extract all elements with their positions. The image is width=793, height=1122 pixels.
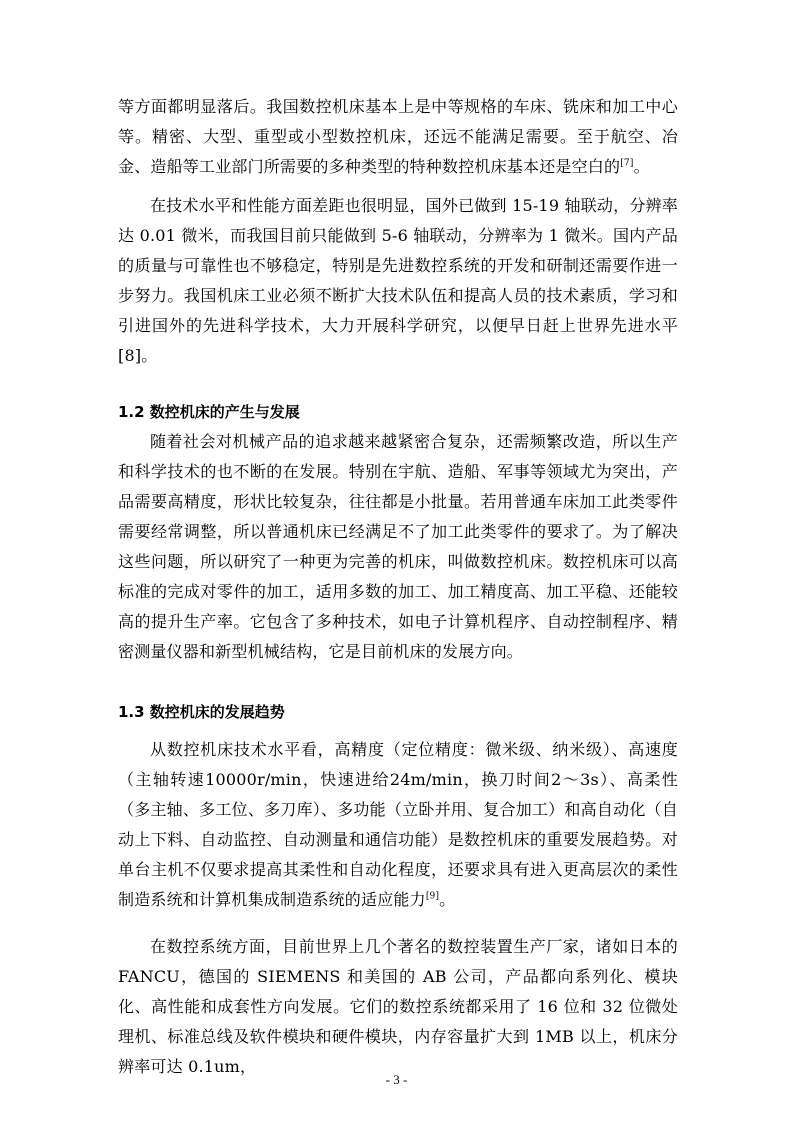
section-1-3-paragraph-1-end: 。 <box>439 890 456 909</box>
section-1-2-body: 随着社会对机械产品的追求越来越紧密合复杂，还需频繁改造，所以生产和科学技术的也不断的在发展。特别在宇航、造船、军事等领域尤为突出，产品需要高精度，形状比较复杂，往往都是小批量。若用普通车床加工此类零件需要经常调整，所以普通机床已经满足不了加工此类零件的要求了。为了解决这些问题，所以研究了一种更为完善的机床，叫做数控机床。数控机床可以高标准的完成对零件的加工，适用多数的加工、加工精度高、加工平稳、还能较高的提升生产率。它包含了多种技术，如电子计算机程序、自动控制程序、精密测量仪器和新型机械结构，它是目前机床的发展方向。 <box>118 432 678 661</box>
paragraph-1 <box>118 92 678 182</box>
paragraph-1-text: 等方面都明显落后。我国数控机床基本上是中等规格的车床、铣床和加工中心等。精密、大型、重型或小型数控机床，还远不能满足需要。至于航空、冶金、造船等工业部门所需要的多种类型的特种数控机床基本还是空白的 <box>118 97 678 176</box>
section-heading-1-2: 1.2 数控机床的产生与发展 <box>118 403 300 421</box>
section-heading-1-3: 1.3 数控机床的发展趋势 <box>118 703 285 721</box>
citation-9: [9] <box>425 891 440 902</box>
page-number: - 3 - <box>385 1072 408 1087</box>
paragraph-1-end: 。 <box>633 157 650 176</box>
citation-7: [7] <box>620 158 634 169</box>
section-1-3-paragraph-2: 在数控系统方面，目前世界上几个著名的数控装置生产厂家，诸如日本的FANCU，德国的 SIEMENS 和美国的 AB 公司，产品都向系列化、模块化、高性能和成套性方向发展。它们的数控系统都采用了 16 位和 32 位微处理机、标准总线及软件模块和硬件模块，内存容量扩大到 1MB 以上，机床分辨率可达 0.1um， <box>118 937 678 1076</box>
paragraph-2: 在技术水平和性能方面差距也很明显，国外已做到 15-19 轴联动，分辨率达 0.01 微米，而我国目前只能做到 5-6 轴联动，分辨率为 1 微米。国内产品的质量与可靠性也不够稳定，特别是先进数控系统的开发和研制还需要作进一步努力。我国机床工业必须不断扩大技术队伍和提高人员的技术素质，学习和引进国外的先进科学技术，大力开展科学研究，以便早日赶上世界先进水平[8]。 <box>118 196 678 365</box>
section-1-3-paragraph-1-text: 从数控机床技术水平看，高精度（定位精度：微米级、纳米级）、高速度（主轴转速10000r/min，快速进给24m/min，换刀时间2～3s）、高柔性（多主轴、多工位、多刀库）、多功能（立卧并用、复合加工）和高自动化（自动上下料、自动监控、自动测量和通信功能）是数控机床的重要发展趋势。对单台主机不仅要求提高其柔性和自动化程度，还要求具有进入更高层次的柔性制造系统和计算机集成制造系统的适应能力 <box>118 740 678 909</box>
section-1-3-paragraph-1 <box>118 735 678 915</box>
